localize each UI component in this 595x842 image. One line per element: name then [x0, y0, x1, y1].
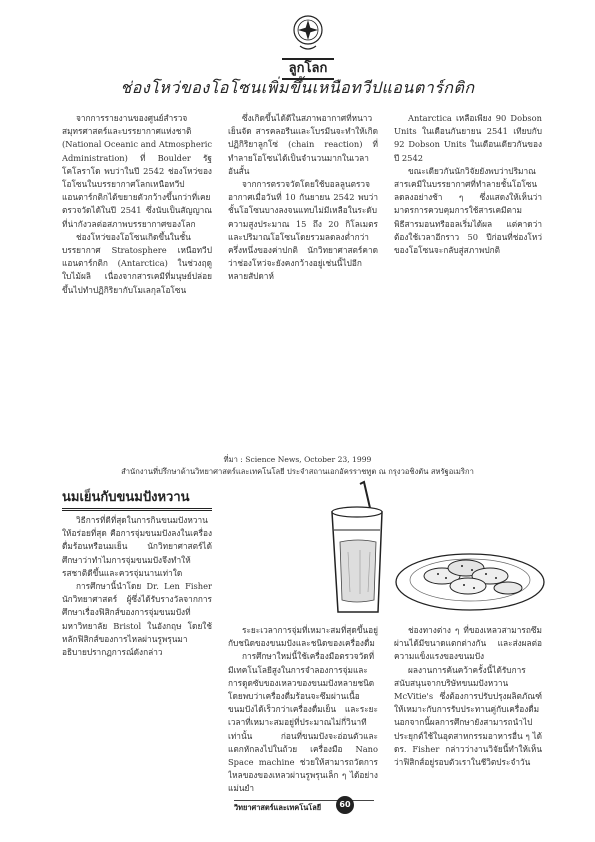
- paragraph: จากการตรวจวัดโดยใช้บอลลูนตรวจอากาศเมื่อวันที่ 10 กันยายน 2542 พบว่าชั้นโอโซนบางลงจนแทบไม่มีเหลือในระดับความสูงประมาณ 15 ถึง 20 กิโลเมตร และปริมาณโอโซนโดยรวมลดลงต่ำกว่าครึ่งหนึ่งของค่าปกติ นักวิทยาศาสตร์คาดว่าช่องโหว่จะยังคงกว้างอยู่เช่นนี้ไปอีกหลายสัปดาห์: [228, 179, 378, 282]
- paragraph: การศึกษาใหม่นี้ใช้เครื่องมือตรวจวัดที่มีเทคโนโลยีสูงในการจำลองการจุ่มและการดูดซับของเหลวของขนมปังหลายชนิด โดยพบว่าเครื่องดื่มร้อนจะซึมผ่านเนื้อขนมปังได้เร็วกว่าเครื่องดื่มเย็น และระยะเวลาที่เหมาะสมอยู่ที่ประมาณไม่กี่วินาทีเท่านั้น ก่อนที่ขนมปังจะอ่อนตัวและแตกหักลงไปในถ้วย เครื่องมือ Nano Space machine ช่วยให้สามารถวัดการไหลของของเหลวผ่านรูพรุนเล็ก ๆ ได้อย่างแม่นยำ: [228, 651, 378, 794]
- paragraph: ขณะเดียวกันนักวิจัยยังพบว่าปริมาณสารเคมีในบรรยากาศที่ทำลายชั้นโอโซนลดลงอย่างช้า ๆ ซึ่งแสดงให้เห็นว่ามาตรการควบคุมการใช้สารเคมีตามพิธีสารมอนทรีออลเริ่มได้ผล แต่คาดว่าต้องใช้เวลาอีกราว 50 ปีก่อนที่ช่องโหว่ของโอโซนจะกลับสู่สภาพปกติ: [394, 165, 542, 256]
- source-citation: ที่มา : Science News, October 23, 1999: [223, 455, 372, 464]
- paragraph: ผลงานการค้นคว้าครั้งนี้ได้รับการสนับสนุนจากบริษัทขนมปังหวาน McVitie's ซึ่งต้องการปรับปรุงผลิตภัณฑ์ให้เหมาะกับการรับประทานคู่กับเครื่องดื่ม นอกจากนี้ผลการศึกษายังสามารถนำไปประยุกต์ใช้ในอุตสาหกรรมอาหารอื่น ๆ ได้ ดร. Fisher กล่าวว่างานวิจัยนี้ทำให้เห็นว่าฟิสิกส์อยู่รอบตัวเราในชีวิตประจำวัน: [394, 664, 542, 768]
- paragraph: การศึกษานี้นำโดย Dr. Len Fisher นักวิทยาศาสตร์ ผู้ซึ่งได้รับรางวัลจากการศึกษาเรื่องฟิสิกส์ของการจุ่มขนมปังที่มหาวิทยาลัย Bristol ในอังกฤษ โดยใช้หลักฟิสิกส์ของการไหลผ่านรูพรุนมาอธิบายปรากฏการณ์ดังกล่าว: [62, 581, 212, 658]
- logo-wordmark: ลูกโลก: [282, 58, 334, 80]
- article2-column-3: [394, 624, 542, 794]
- paragraph: ช่องทางต่าง ๆ ที่ของเหลวสามารถซึมผ่านได้มีขนาดแตกต่างกัน และส่งผลต่อความแข็งแรงของขนมปัง: [394, 625, 542, 662]
- paragraph: ช่องโหว่ของโอโซนเกิดขึ้นในชั้นบรรยากาศ Stratosphere เหนือทวีปแอนตาร์กติก (Antarctica) ในช่วงฤดูใบไม้ผลิ เนื่องจากสารเคมีที่มนุษย์ปล่อยขึ้นไปทำปฏิกิริยากับโมเลกุลโอโซน: [62, 231, 212, 295]
- article2-column-1: [62, 514, 212, 794]
- article1-column-3: [394, 112, 542, 292]
- article2-column-2: [228, 624, 378, 794]
- footer-magazine-name: วิทยาศาสตร์และเทคโนโลยี: [234, 803, 322, 812]
- drink-and-biscuits-illustration: [290, 472, 550, 620]
- paragraph: Antarctica เหลือเพียง 90 Dobson Units ในเดือนกันยายน 2541 เทียบกับ 92 Dobson Units ในเดือนเดียวกันของปี 2542: [394, 113, 542, 163]
- paragraph: ระยะเวลาการจุ่มที่เหมาะสมที่สุดขึ้นอยู่กับชนิดของขนมปังและชนิดของเครื่องดื่ม: [228, 625, 378, 649]
- article2-title: นมเย็นกับขนมปังหวาน: [62, 486, 212, 511]
- article-headline: ช่องโหว่ของโอโซนเพิ่มขึ้นเหนือทวีปแอนตาร์กติก: [120, 78, 475, 97]
- article1-column-2: [228, 112, 378, 436]
- paragraph: วิธีการที่ดีที่สุดในการกินขนมปังหวานให้อร่อยที่สุด คือการจุ่มขนมปังลงในเครื่องดื่มร้อนหรือนมเย็น นักวิทยาศาสตร์ได้ศึกษาว่าทำไมการจุ่มขนมปังจึงทำให้รสชาติดีขึ้นและควรจุ่มนานเท่าใด: [62, 515, 212, 578]
- source-credit: สำนักงานที่ปรึกษาด้านวิทยาศาสตร์และเทคโนโลยี ประจำสถานเอกอัครราชทูต ณ กรุงวอชิงตัน สหรัฐอเมริกา: [121, 467, 474, 476]
- paragraph: ซึ่งเกิดขึ้นได้ดีในสภาพอากาศที่หนาวเย็นจัด สารคลอรีนและโบรมีนจะทำให้เกิดปฏิกิริยาลูกโซ่ (chain reaction) ที่ทำลายโอโซนได้เป็นจำนวนมากในเวลาอันสั้น: [228, 113, 378, 176]
- paragraph: จากการรายงานของศูนย์สำรวจสมุทรศาสตร์และบรรยากาศแห่งชาติ (National Oceanic and Atmospheric Administration) ที่ Boulder รัฐโคโลราโด พบว่าในปี 2542 ช่องโหว่ของโอโซนในบรรยากาศโลกเหนือทวีปแอนตาร์กติกได้ขยายตัวกว้างขึ้นกว่าที่เคยตรวจวัดได้ในปี 2541 ซึ่งนับเป็นสัญญาณที่น่ากังวลต่อสภาพบรรยากาศของโลก: [62, 113, 212, 229]
- page-number: 60: [336, 796, 354, 814]
- article1-column-1: [62, 112, 212, 436]
- magazine-logo-icon: [290, 14, 326, 54]
